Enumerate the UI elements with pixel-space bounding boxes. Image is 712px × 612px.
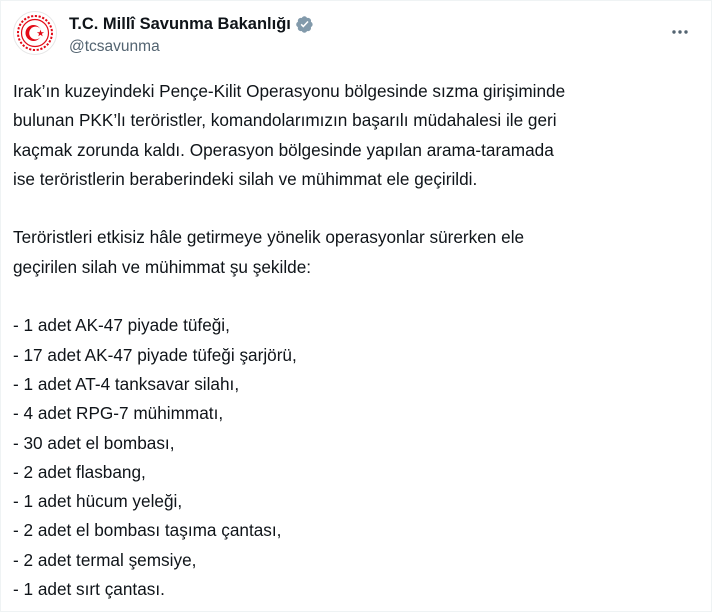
list-item: - 2 adet flasbang, xyxy=(13,461,146,482)
seized-items-list xyxy=(13,311,703,604)
account-names xyxy=(69,13,314,56)
more-options-icon xyxy=(670,22,690,42)
list-item: - 17 adet AK-47 piyade tüfeği şarjörü, xyxy=(13,344,297,365)
list-item: - 30 adet el bombası, xyxy=(13,432,175,453)
list-item: - 1 adet hücum yeleği, xyxy=(13,491,183,512)
list-item: - 4 adet RPG-7 mühimmatı, xyxy=(13,403,224,424)
paragraph-spacer xyxy=(13,282,703,311)
list-item: - 2 adet termal şemsiye, xyxy=(13,549,197,570)
list-item: - 1 adet sırt çantası. xyxy=(13,579,165,600)
display-name[interactable]: T.C. Millî Savunma Bakanlığı xyxy=(69,14,291,33)
post-paragraph-1: Irak’ın kuzeyindeki Pençe-Kilit Operasyonu bölgesinde sızma girişiminde bulunan PKK’lı teröristler, komandolarımızın başarılı müdahalesi ile geri kaçmak zorunda kaldı. Operasyon bölgesinde yapılan arama-taramada ise teröristlerin beraberindeki silah ve mühimmat ele geçirildi. xyxy=(13,81,566,189)
post-text xyxy=(13,77,703,604)
list-item: - 2 adet el bombası taşıma çantası, xyxy=(13,520,282,541)
list-item: - 1 adet AK-47 piyade tüfeği, xyxy=(13,315,230,336)
more-options-button[interactable] xyxy=(663,15,697,49)
name-row xyxy=(69,13,314,35)
verified-badge-icon xyxy=(295,15,314,34)
account-handle[interactable]: @tcsavunma xyxy=(69,38,160,55)
post-paragraph-2: Teröristleri etkisiz hâle getirmeye yönelik operasyonlar sürerken ele geçirilen silah ve mühimmat şu şekilde: xyxy=(13,227,525,277)
post-header xyxy=(13,11,699,61)
paragraph-spacer xyxy=(13,194,703,223)
turkish-crescent-star-emblem-icon xyxy=(14,12,56,54)
list-item: - 1 adet AT-4 tanksavar silahı, xyxy=(13,373,240,394)
avatar[interactable] xyxy=(13,11,57,55)
